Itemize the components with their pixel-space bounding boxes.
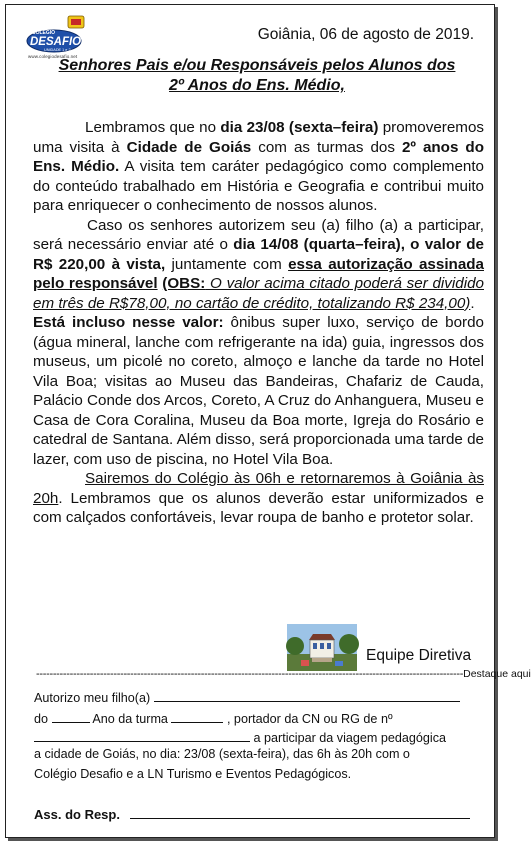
class-label: Ano da turma bbox=[92, 712, 168, 726]
building-photo bbox=[287, 624, 357, 671]
year-field[interactable] bbox=[52, 710, 90, 723]
paragraph-payment bbox=[33, 216, 484, 314]
text-run: (OBS: bbox=[162, 275, 206, 292]
logo-unit: UNIDADE 1 e 2 bbox=[44, 48, 71, 52]
class-field[interactable] bbox=[171, 710, 223, 723]
signature-row bbox=[34, 806, 470, 822]
cut-label: Destaque aqui bbox=[463, 668, 531, 680]
text-run: dia 23/08 (sexta–feira) bbox=[220, 119, 379, 136]
heading-line-2: 2º Anos do Ens. Médio, bbox=[169, 77, 345, 94]
document-label: , portador da CN ou RG de nº bbox=[226, 712, 393, 726]
do-label: do bbox=[34, 712, 49, 726]
text-run: Está incluso nesse valor: bbox=[33, 314, 224, 331]
text-run: promoveremos uma visita à bbox=[33, 119, 484, 156]
logo-brand-top: COLÉGIO bbox=[32, 30, 56, 36]
heading-line-1: Senhores Pais e/ou Responsáveis pelos Alunos dos bbox=[58, 57, 456, 74]
cut-line bbox=[36, 668, 531, 680]
text-run: ônibus super luxo, serviço de bordo (água mineral, lanche com refrigerante na ida) guia, ingressos dos museus, um picolé no coreto, almoço e lanche da tarde no Hotel Vila Boa; visitas ao Museu das Bandeiras, Chafariz de Cauda, Palácio Conde dos Arcos, Coreto, A Cruz do Anhanguera, Museu e Casa de Cora Coralina, Museu da Boa morte, Igreja do Rosário e catedral de Santana. Além disso, será proporcionada uma tarde de lazer, com uso de piscina, no Hotel Vila Boa. bbox=[33, 314, 484, 468]
text-run: essa autorização assinada pelo responsável bbox=[33, 255, 484, 292]
trip-label: a participar da viagem pedagógica bbox=[253, 731, 447, 745]
logo-brand: DESAFIO bbox=[30, 36, 82, 48]
form-line-2 bbox=[34, 710, 486, 726]
text-run: Lembramos que no bbox=[85, 119, 221, 136]
signature-field[interactable] bbox=[130, 806, 470, 819]
child-name-field[interactable] bbox=[154, 689, 460, 702]
paragraph-schedule bbox=[33, 469, 484, 528]
text-run: Caso os senhores autorizem seu (a) filho (a) a participar, será necessário enviar até o bbox=[33, 216, 484, 253]
logo-url: www.colegiodesafio.net bbox=[28, 54, 78, 59]
text-run: 2º anos do Ens. Médio. bbox=[33, 138, 484, 175]
text-run: juntamente com bbox=[165, 255, 289, 273]
document-number-field[interactable] bbox=[34, 729, 250, 742]
document-frame bbox=[5, 4, 531, 838]
form-line-5: Colégio Desafio e a LN Turismo e Eventos Pedagógicos. bbox=[34, 767, 352, 781]
text-run: dia 14/08 (quarta–feira), o valor de R$ 220,00 à vista, bbox=[33, 236, 484, 273]
text-run: . Lembramos que os alunos deverão estar uniformizados e com calçados confortáveis, levar roupa de banho e protetor solar. bbox=[33, 489, 484, 526]
form-line-3 bbox=[34, 729, 486, 745]
authorize-label: Autorizo meu filho(a) bbox=[34, 691, 151, 705]
signature-label: Ass. do Resp. bbox=[34, 807, 120, 822]
form-line-4: a cidade de Goiás, no dia: 23/08 (sexta-feira), das 6h às 20h com o bbox=[34, 747, 410, 761]
text-run: com as turmas dos bbox=[251, 138, 402, 156]
text-run: O valor acima citado poderá ser dividido em três de R$78,00, no cartão de crédito, totalizando R$ 234,00) bbox=[33, 275, 484, 312]
text-run: Cidade de Goiás bbox=[126, 138, 252, 156]
paragraph-included bbox=[33, 313, 484, 469]
team-signature: Equipe Diretiva bbox=[366, 647, 472, 664]
dashed-separator: ------------------------------------------------------------------------------------------------------------------------------- bbox=[36, 668, 464, 680]
text-run: A visita tem caráter pedagógico como complemento do conteúdo trabalhado em História e Geografia e contribui muito para enriquecer o conhecimento de nossos alunos. bbox=[33, 158, 484, 214]
date-line: Goiânia, 06 de agosto de 2019. bbox=[257, 26, 474, 43]
form-line-1 bbox=[34, 689, 486, 705]
paragraph-visit bbox=[33, 118, 484, 216]
letter-body bbox=[33, 118, 484, 528]
text-run: . bbox=[470, 294, 475, 312]
text-run: Sairemos do Colégio às 06h e retornaremos à Goiânia às 20h bbox=[33, 470, 484, 507]
